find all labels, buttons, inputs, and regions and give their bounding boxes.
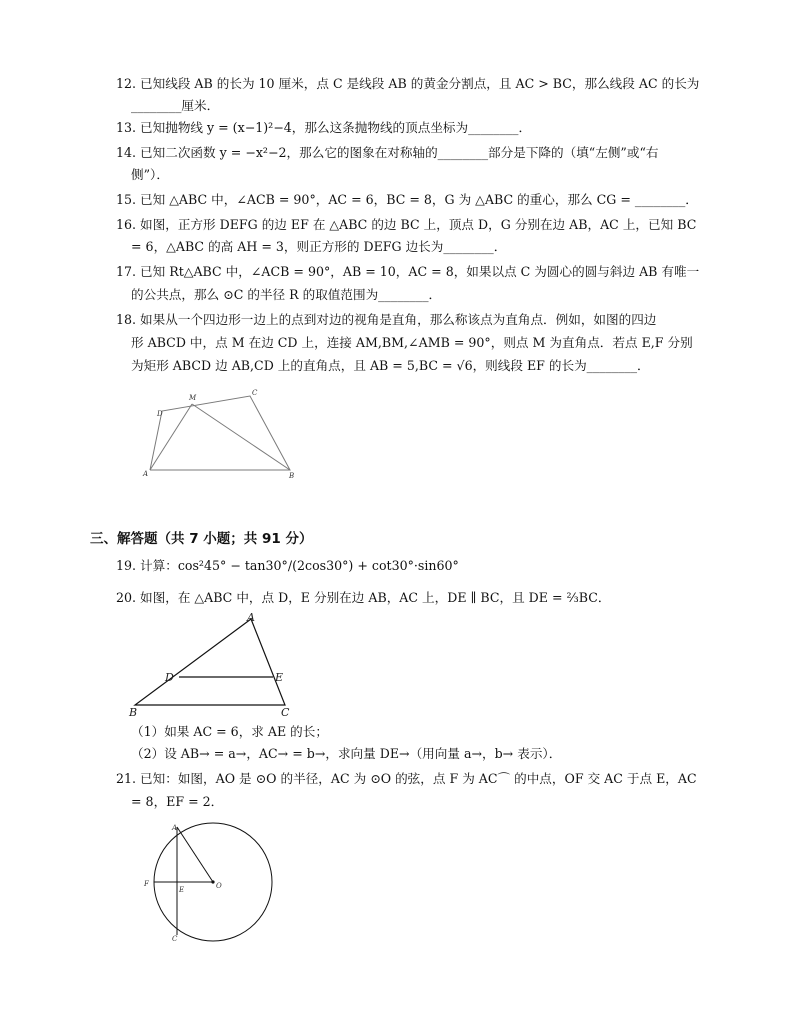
figure-18-quadrilateral [140, 385, 300, 490]
problem-21-line-2: = 8，EF = 2． [131, 794, 224, 809]
problem-21-line-1: 21. 已知：如图，AO 是 ⊙O 的半径，AC 为 ⊙O 的弦，点 F 为 AC⌒ 的中点，OF 交 AC 于点 E，AC [116, 771, 697, 786]
problem-20-question-1: （1）如果 AC = 6，求 AE 的长； [131, 724, 328, 739]
label-c: C [252, 389, 258, 397]
problem-16-line-1: 16. 如图，正方形 DEFG 的边 EF 在 △ABC 的边 BC 上，顶点 D，G 分别在边 AB，AC 上，已知 BC [116, 217, 697, 232]
problem-17-line-2: 的公共点，那么 ⊙C 的半径 R 的取值范围为________． [131, 287, 442, 302]
problem-12-line-2: ________厘米． [131, 98, 220, 113]
quadrilateral-outline [150, 396, 290, 470]
problem-18-line-1: 18. 如果从一个四边形一边上的点到对边的视角是直角，那么称该点为直角点．例如，如图的四边 [116, 312, 657, 327]
triangle-abc [135, 619, 285, 705]
problem-18-line-2: 形 ABCD 中，点 M 在边 CD 上，连接 AM,BM,∠AMB = 90°，则点 M 为直角点．若点 E,F 分别 [131, 335, 693, 350]
label-d: D [157, 410, 163, 418]
label-e: E [275, 671, 284, 684]
problem-14-line-2: 侧”）． [131, 167, 169, 182]
label-a: A [172, 824, 178, 832]
problem-13-line-1: 13. 已知抛物线 y = (x−1)²−4，那么这条抛物线的顶点坐标为________． [116, 120, 532, 135]
label-a: A [143, 470, 149, 478]
figure-21-circle [140, 815, 285, 950]
problem-15-line-1: 15. 已知 △ABC 中，∠ACB = 90°，AC = 6，BC = 8，G 为 △ABC 的重心，那么 CG = ________． [116, 192, 698, 207]
problem-19: 19. 计算：cos²45° − tan30°/(2cos30°) + cot30°·sin60° [116, 558, 459, 573]
section-3-heading: 三、解答题（共 7 小题；共 91 分） [90, 531, 313, 547]
problem-20-question-2: （2）设 AB→ = a→，AC→ = b→，求向量 DE→（用向量 a→，b→ 表示）． [131, 746, 562, 761]
label-m: M [189, 394, 197, 402]
label-c: C [172, 935, 178, 943]
label-d: D [165, 671, 174, 684]
label-e: E [179, 886, 185, 894]
problem-17-line-1: 17. 已知 Rt△ABC 中，∠ACB = 90°，AB = 10，AC = 8，如果以点 C 为圆心的圆与斜边 AB 有唯一 [116, 264, 700, 279]
label-o: O [216, 882, 222, 890]
radius-ao [177, 827, 213, 882]
figure-20-triangle [125, 610, 295, 720]
label-b: B [289, 472, 295, 480]
problem-20-line-1: 20. 如图，在 △ABC 中，点 D，E 分别在边 AB，AC 上，DE ∥ BC，且 DE = ⅔BC． [116, 590, 611, 605]
problem-14-line-1: 14. 已知二次函数 y = −x²−2，那么它的图象在对称轴的________部分是下降的（填“左侧”或“右 [116, 145, 659, 160]
problem-18-line-3: 为矩形 ABCD 边 AB,CD 上的直角点，且 AB = 5,BC = √6，则线段 EF 的长为________． [131, 358, 650, 373]
label-c: C [281, 706, 290, 719]
label-f: F [144, 880, 149, 888]
label-b: B [129, 706, 138, 719]
center-dot [211, 880, 214, 883]
problem-16-line-2: = 6，△ABC 的高 AH = 3，则正方形的 DEFG 边长为________． [131, 239, 507, 254]
segment-bm [192, 404, 290, 470]
problem-12-line-1: 12. 已知线段 AB 的长为 10 厘米，点 C 是线段 AB 的黄金分割点，且 AC > BC，那么线段 AC 的长为 [116, 76, 700, 91]
label-a: A [247, 611, 255, 624]
